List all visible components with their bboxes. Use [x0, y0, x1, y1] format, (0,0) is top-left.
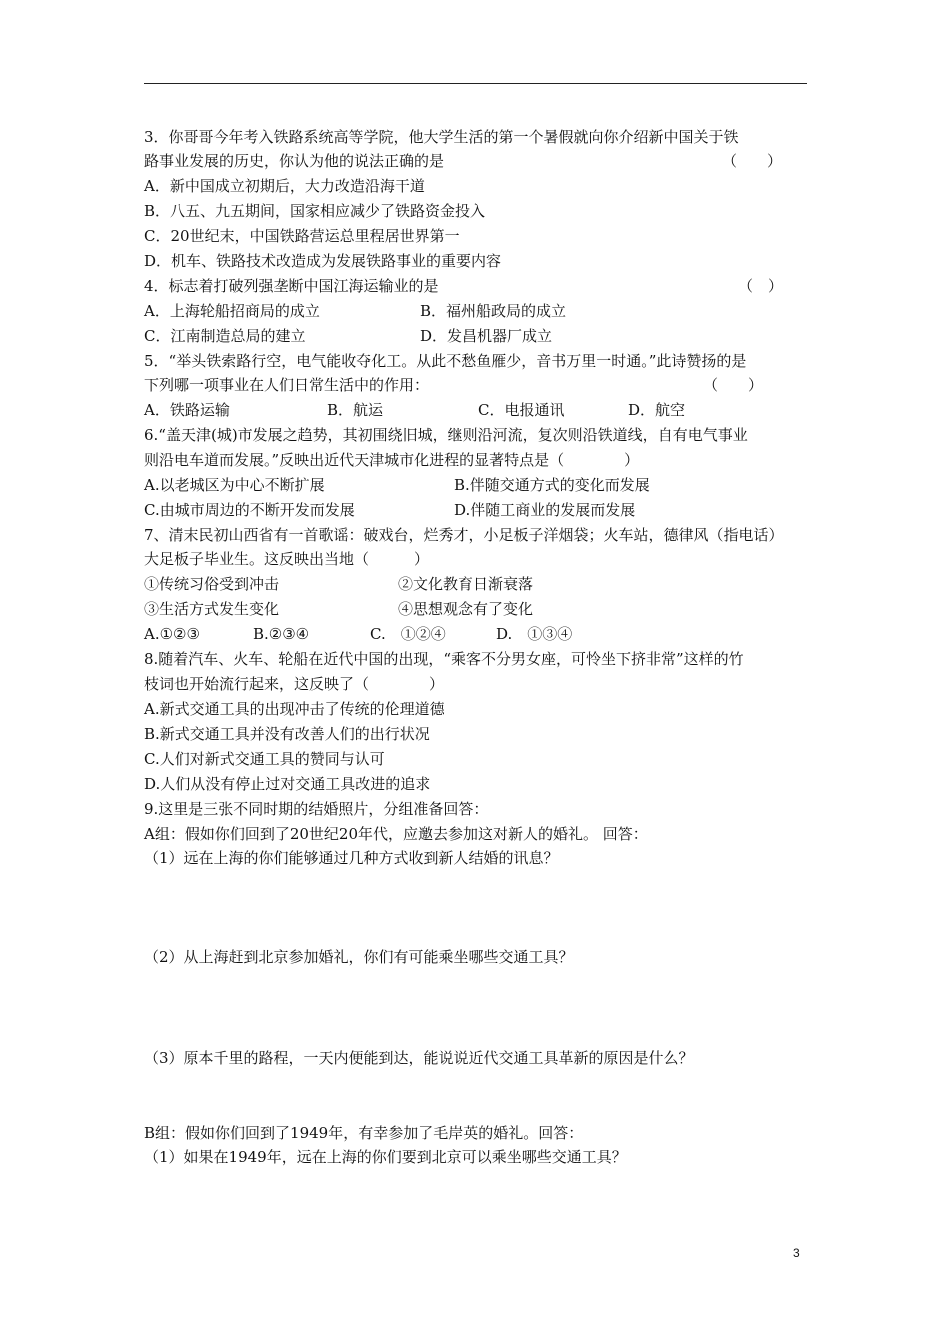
- q3-option-d: D．机车、铁路技术改造成为发展铁路事业的重要内容: [144, 252, 502, 270]
- q9-group-a-question-1: （1）远在上海的你们能够通过几种方式收到新人结婚的讯息？: [144, 849, 559, 867]
- q7-stem-line2: 大足板子毕业生。这反映出当地（ ）: [144, 550, 430, 568]
- q5-option-a: A．铁路运输: [144, 401, 230, 419]
- q9-stem: 9.这里是三张不同时期的结婚照片，分组准备回答：: [144, 800, 489, 818]
- q7-stem-line1: 7、清末民初山西省有一首歌谣：破戏台，烂秀才，小足板子洋烟袋；火车站，德律风（指电话）: [144, 526, 784, 544]
- q4-option-b: B．福州船政局的成立: [420, 302, 567, 320]
- q9-group-b-intro: B组：假如你们回到了1949年，有幸参加了毛岸英的婚礼。回答：: [144, 1124, 584, 1142]
- q8-option-a: A.新式交通工具的出现冲击了传统的伦理道德: [144, 700, 445, 718]
- q6-option-b: B.伴随交通方式的变化而发展: [454, 476, 650, 494]
- q7-statement-4: ④思想观念有了变化: [398, 600, 534, 618]
- q5-stem-line2: 下列哪一项事业在人们日常生活中的作用：: [144, 376, 430, 394]
- q5-option-d: D．航空: [628, 401, 686, 419]
- q8-stem-line2: 枝词也开始流行起来，这反映了（ ）: [144, 675, 445, 693]
- q8-stem-line1: 8.随着汽车、火车、轮船在近代中国的出现，“乘客不分男女座，可怜坐下挤非常”这样的竹: [144, 650, 744, 668]
- q8-option-b: B.新式交通工具并没有改善人们的出行状况: [144, 725, 430, 743]
- q3-answer-paren: （ ）: [722, 152, 783, 170]
- q6-stem-line1: 6.“盖天津(城)市发展之趋势，其初围绕旧城，继则沿河流，复次则沿铁道线，自有电气事业: [144, 426, 748, 444]
- q7-statement-1: ①传统习俗受到冲击: [144, 575, 280, 593]
- q9-group-a-intro: A组：假如你们回到了20世纪20年代，应邀去参加这对新人的婚礼。 回答：: [144, 825, 648, 843]
- q6-option-c: C.由城市周边的不断开发而发展: [144, 501, 355, 519]
- q3-option-a: A．新中国成立初期后，大力改造沿海干道: [144, 177, 425, 195]
- q3-option-c: C．20世纪末，中国铁路营运总里程居世界第一: [144, 227, 460, 245]
- q4-option-a: A．上海轮船招商局的成立: [144, 302, 320, 320]
- q3-stem-line2: 路事业发展的历史，你认为他的说法正确的是: [144, 152, 445, 170]
- q5-option-c: C．电报通讯: [478, 401, 565, 419]
- q3-stem-line1: 3．你哥哥今年考入铁路系统高等学院，他大学生活的第一个暑假就向你介绍新中国关于铁: [144, 128, 739, 146]
- q3-option-b: B．八五、九五期间，国家相应减少了铁路资金投入: [144, 202, 486, 220]
- q6-option-a: A.以老城区为中心不断扩展: [144, 476, 325, 494]
- q9-group-b-question-1: （1）如果在1949年，远在上海的你们要到北京可以乘坐哪些交通工具？: [144, 1148, 627, 1166]
- page-number: 3: [793, 1246, 800, 1260]
- q8-option-c: C.人们对新式交通工具的赞同与认可: [144, 750, 385, 768]
- header-rule: [144, 83, 807, 84]
- q5-stem-line1: 5．“举头铁索路行空，电气能收夺化工。从此不愁鱼雁少，音书万里一时通。”此诗赞扬的是: [144, 352, 747, 370]
- q7-option-a: A.①②③: [144, 625, 200, 643]
- q7-option-c: C. ①②④: [370, 625, 446, 643]
- q6-option-d: D.伴随工商业的发展而发展: [454, 501, 636, 519]
- q6-stem-line2: 则沿电车道而发展。”反映出近代天津城市化进程的显著特点是（ ）: [144, 451, 640, 469]
- q4-option-d: D．发昌机器厂成立: [420, 327, 553, 345]
- q4-stem: 4．标志着打破列强垄断中国江海运输业的是: [144, 277, 439, 295]
- q5-option-b: B．航运: [327, 401, 384, 419]
- q7-option-b: B.②③④: [253, 625, 310, 643]
- q8-option-d: D.人们从没有停止过对交通工具改进的追求: [144, 775, 431, 793]
- q5-answer-paren: （ ）: [703, 376, 764, 394]
- q7-statement-3: ③生活方式发生变化: [144, 600, 280, 618]
- q9-group-a-question-2: （2）从上海赶到北京参加婚礼，你们有可能乘坐哪些交通工具？: [144, 948, 574, 966]
- q4-answer-paren: （ ）: [738, 277, 784, 295]
- q7-option-d: D. ①③④: [496, 625, 573, 643]
- q9-group-a-question-3: （3）原本千里的路程，一天内便能到达，能说说近代交通工具革新的原因是什么？: [144, 1049, 694, 1067]
- q7-statement-2: ②文化教育日渐衰落: [398, 575, 534, 593]
- q4-option-c: C．江南制造总局的建立: [144, 327, 306, 345]
